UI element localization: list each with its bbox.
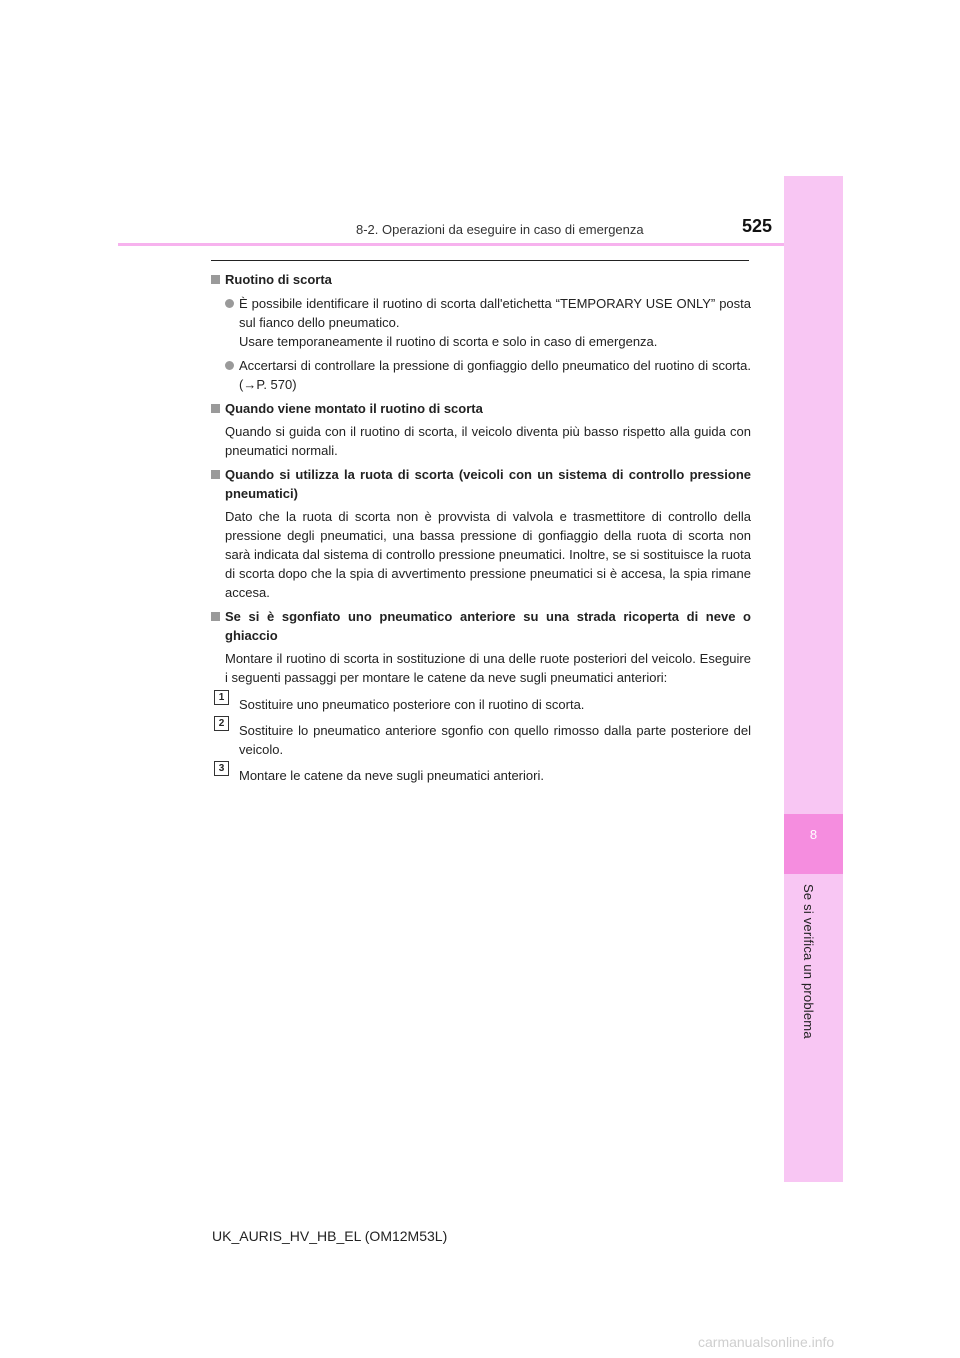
chapter-tab [784, 814, 843, 874]
section-snow-ice [211, 607, 751, 785]
step-item: 1 Sostituire uno pneumatico posteriore con il ruotino di scorta. [211, 695, 751, 714]
paragraph: Montare il ruotino di scorta in sostituzione di una delle ruote posteriori del veicolo. Eseguire i seguenti passaggi per montare le catene da neve sugli pneumatici anteriori: [225, 651, 751, 685]
section-heading: Quando viene montato il ruotino di scorta [211, 399, 751, 418]
list-item: È possibile identificare il ruotino di scorta dall'etichetta “TEMPORARY USE ONLY” posta sul fianco dello pneumatico. Usare temporaneamente il ruotino di scorta e solo in caso di emergenza. [211, 294, 751, 351]
square-bullet-icon [211, 470, 220, 479]
step-number-box: 1 [214, 690, 229, 705]
round-bullet-icon [225, 361, 234, 370]
step-number-box: 2 [214, 716, 229, 731]
step-item: 2 Sostituire lo pneumatico anteriore sgonfio con quello rimosso dalla parte posteriore del veicolo. [211, 721, 751, 759]
chapter-number: 8 [809, 827, 818, 842]
square-bullet-icon [211, 275, 220, 284]
model-code: UK_AURIS_HV_HB_EL (OM12M53L) [212, 1228, 448, 1244]
step-number-box: 3 [214, 761, 229, 776]
step-item: 3 Montare le catene da neve sugli pneumatici anteriori. [211, 766, 751, 785]
header-rule [118, 243, 784, 246]
section-spare-tire [211, 270, 751, 394]
chapter-label: Se si verifica un problema [801, 884, 816, 1039]
section-title: 8-2. Operazioni da eseguire in caso di emergenza [356, 222, 644, 237]
section-heading: Ruotino di scorta [211, 270, 751, 289]
content [211, 268, 751, 785]
square-bullet-icon [211, 404, 220, 413]
paragraph: Quando si guida con il ruotino di scorta, il veicolo diventa più basso rispetto alla guida con pneumatici normali. [225, 424, 751, 458]
list-item: Accertarsi di controllare la pressione di gonfiaggio dello pneumatico del ruotino di scorta. (→P. 570) [211, 356, 751, 394]
paragraph: Dato che la ruota di scorta non è provvista di valvola e trasmettitore di controllo della pressione degli pneumatici, una bassa pressione di gonfiaggio della ruota di scorta non sarà indicata dal sistema di controllo pressione pneumatici. Inoltre, se si sostituisce la ruota di scorta dopo che la spia di avvertimento pressione pneumatici si è accesa, la spia rimane accesa. [225, 509, 751, 600]
content-rule [211, 260, 749, 261]
square-bullet-icon [211, 612, 220, 621]
section-tpms [211, 465, 751, 602]
section-heading: Se si è sgonfiato uno pneumatico anteriore su una strada ricoperta di neve o ghiaccio [211, 607, 751, 645]
watermark: carmanualsonline.info [698, 1334, 835, 1350]
round-bullet-icon [225, 299, 234, 308]
section-spare-mounted [211, 399, 751, 460]
section-heading: Quando si utilizza la ruota di scorta (veicoli con un sistema di controllo pressione pneumatici) [211, 465, 751, 503]
page-number: 525 [742, 216, 773, 236]
